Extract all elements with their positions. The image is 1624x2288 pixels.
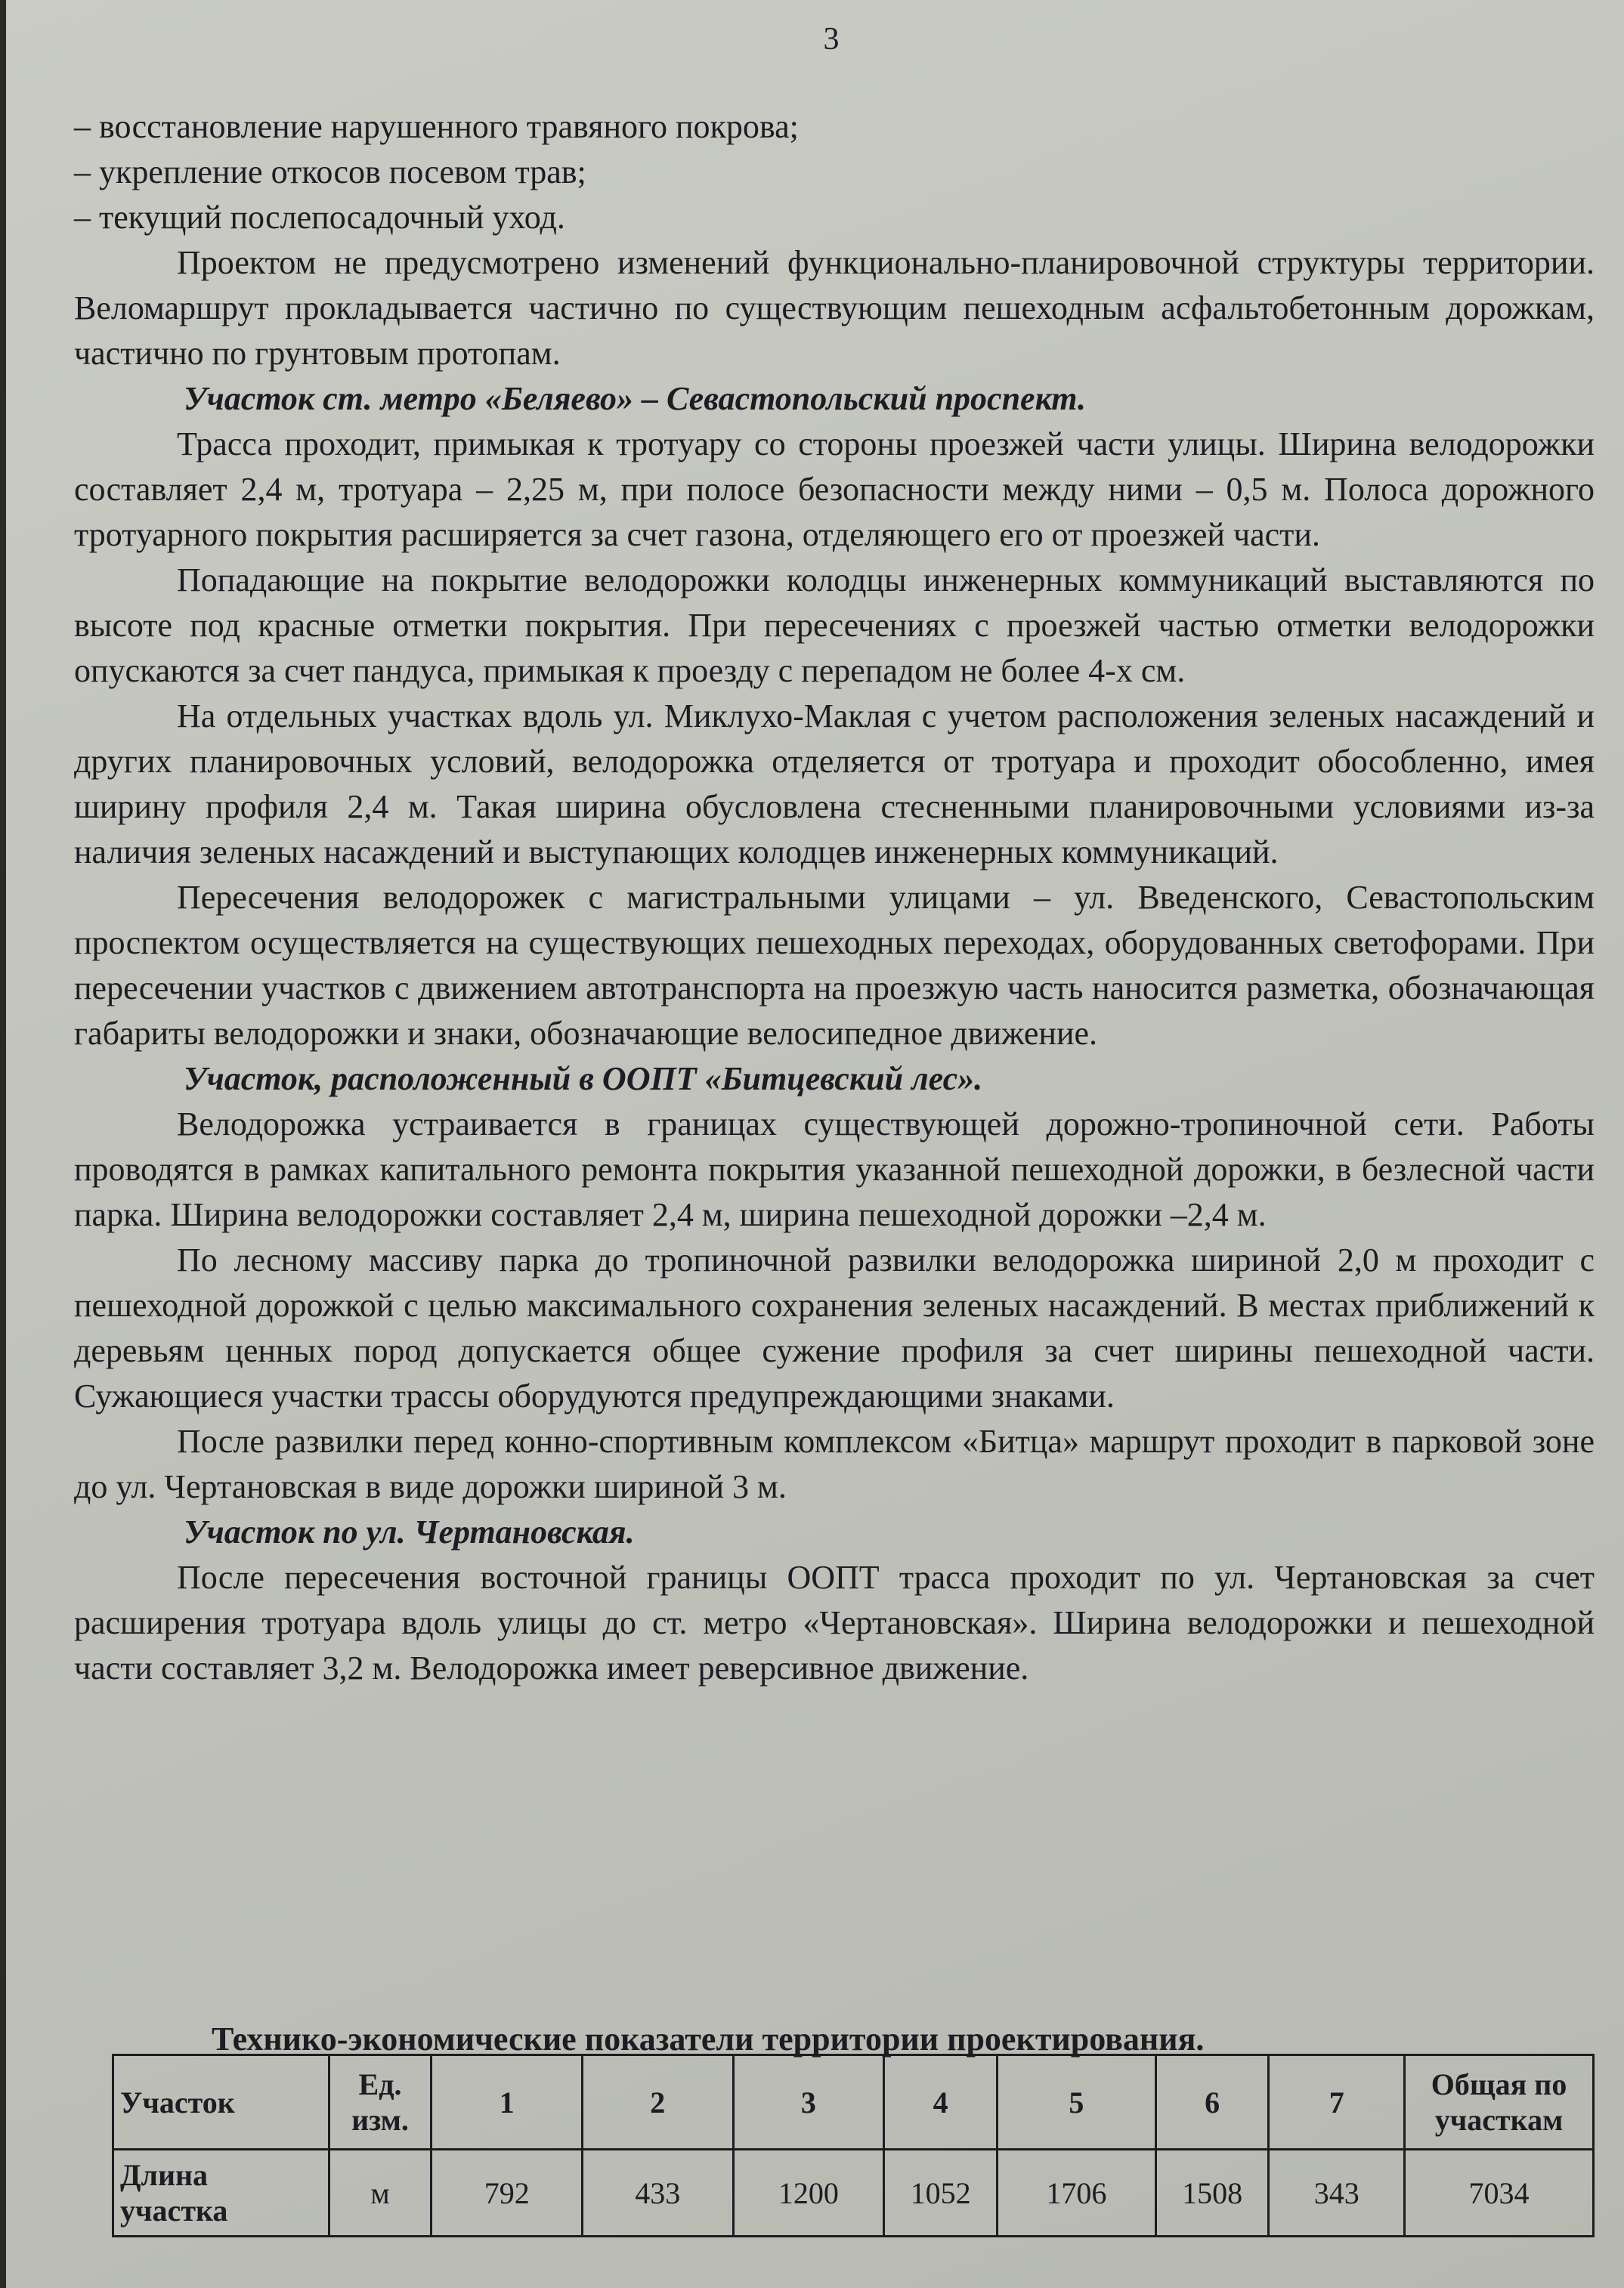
document-body — [74, 104, 1595, 1691]
table-row — [113, 2150, 1594, 2237]
body-paragraph: После развилки перед конно-спортивным комплексом «Битца» маршрут проходит в парковой зоне до ул. Чертановская в виде дорожки шириной 3 м. — [74, 1423, 1595, 1505]
header-cell-unit: Ед. изм. — [329, 2055, 432, 2150]
value-cell-total: 7034 — [1405, 2150, 1594, 2237]
row-label-cell: Длина участка — [113, 2150, 329, 2237]
value-cell-5: 1706 — [998, 2150, 1156, 2237]
section-heading: Участок ст. метро «Беляево» – Севастопольский проспект. — [184, 380, 1087, 417]
body-paragraph: На отдельных участках вдоль ул. Миклухо-Маклая с учетом расположения зеленых насаждений и других планировочных условий, велодорожка отделяется от тротуара и проходит обособленно, имея ширину профиля 2,4 м. Такая ширина обусловлена стесненными планировочными условиями из-за наличия зеленых насаждений и выступающих колодцев инженерных коммуникаций. — [74, 697, 1595, 870]
unit-cell: м — [329, 2150, 432, 2237]
header-cell-2: 2 — [583, 2055, 734, 2150]
table-header-row — [113, 2055, 1594, 2150]
indicators-table — [112, 2054, 1595, 2237]
header-cell-7: 7 — [1269, 2055, 1405, 2150]
list-item: – укрепление откосов посевом трав; — [74, 153, 586, 190]
body-paragraph: По лесному массиву парка до тропиночной развилки велодорожка шириной 2,0 м проходит с пешеходной дорожкой с целью максимального сохранения зеленых насаждений. В местах приближений к деревьям ценных пород допускается общее сужение профиля за счет ширины пешеходной части. Сужающиеся участки трассы оборудуются предупреждающими знаками. — [74, 1241, 1595, 1415]
value-cell-4: 1052 — [884, 2150, 998, 2237]
header-cell-3: 3 — [733, 2055, 884, 2150]
value-cell-6: 1508 — [1155, 2150, 1269, 2237]
list-item: – восстановление нарушенного травяного покрова; — [74, 108, 799, 145]
section-heading: Участок по ул. Чертановская. — [184, 1513, 635, 1551]
header-cell-total: Общая по участкам — [1405, 2055, 1594, 2150]
value-cell-7: 343 — [1269, 2150, 1405, 2237]
header-cell-5: 5 — [998, 2055, 1156, 2150]
body-paragraph: Велодорожка устраивается в границах существующей дорожно-тропиночной сети. Работы проводятся в рамках капитального ремонта покрытия указанной пешеходной дорожки, в безлесной части парка. Ширина велодорожки составляет 2,4 м, ширина пешеходной дорожки –2,4 м. — [74, 1105, 1595, 1233]
header-cell-6: 6 — [1155, 2055, 1269, 2150]
header-cell-4: 4 — [884, 2055, 998, 2150]
body-paragraph: Проектом не предусмотрено изменений функционально-планировочной структуры территории. Веломаршрут прокладывается частично по существующим пешеходным асфальтобетонным дорожкам, частично по грунтовым протопам. — [74, 244, 1595, 372]
body-paragraph: Попадающие на покрытие велодорожки колодцы инженерных коммуникаций выставляются по высоте под красные отметки покрытия. При пересечениях с проезжей частью отметки велодорожки опускаются за счет пандуса, примыкая к проезду с перепадом не более 4-х см. — [74, 561, 1595, 689]
body-paragraph: Пересечения велодорожек с магистральными улицами – ул. Введенского, Севастопольским проспектом осуществляется на существующих пешеходных переходах, оборудованных светофорами. При пересечении участков с движением автотранспорта на проезжую часть наносится разметка, обозначающая габариты велодорожки и знаки, обозначающие велосипедное движение. — [74, 879, 1595, 1052]
page-number: 3 — [823, 22, 840, 57]
table-caption: Технико-экономические показатели территории проектирования. — [212, 2021, 1205, 2058]
photo-page-edge — [0, 0, 6, 2288]
list-item: – текущий послепосадочный уход. — [74, 199, 565, 236]
body-paragraph: Трасса проходит, примыкая к тротуару со стороны проезжей части улицы. Ширина велодорожки составляет 2,4 м, тротуара – 2,25 м, при полосе безопасности между ними – 0,5 м. Полоса дорожного тротуарного покрытия расширяется за счет газона, отделяющего его от проезжей части. — [74, 425, 1595, 553]
value-cell-1: 792 — [432, 2150, 583, 2237]
value-cell-2: 433 — [583, 2150, 734, 2237]
header-cell-section: Участок — [113, 2055, 329, 2150]
header-cell-1: 1 — [432, 2055, 583, 2150]
body-paragraph: После пересечения восточной границы ООПТ трасса проходит по ул. Чертановская за счет расширения тротуара вдоль улицы до ст. метро «Чертановская». Ширина велодорожки и пешеходной части составляет 3,2 м. Велодорожка имеет реверсивное движение. — [74, 1559, 1595, 1687]
value-cell-3: 1200 — [733, 2150, 884, 2237]
section-heading: Участок, расположенный в ООПТ «Битцевский лес». — [184, 1060, 983, 1097]
